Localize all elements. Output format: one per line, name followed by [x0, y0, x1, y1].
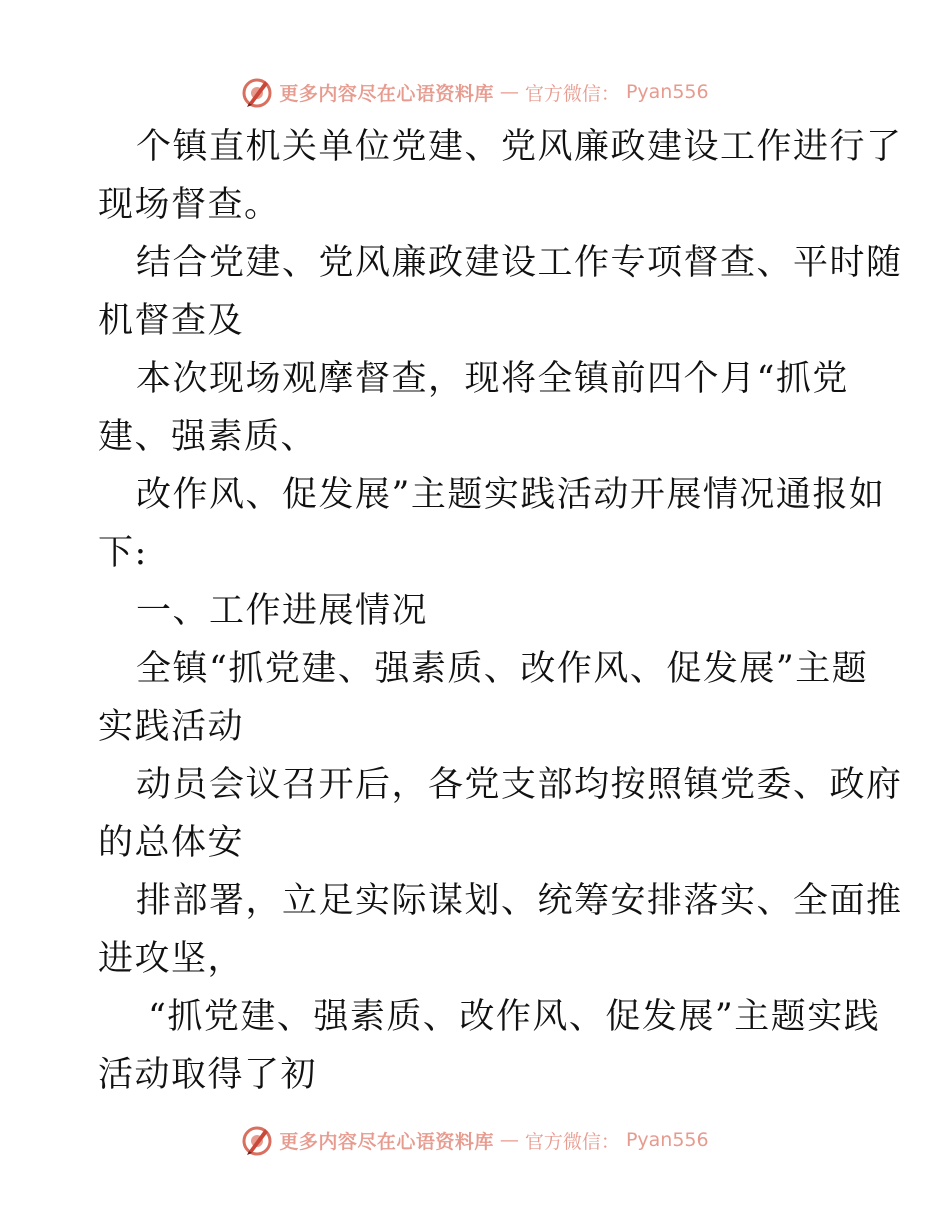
footer-watermark	[0, 1120, 950, 1160]
body-line: 个镇直机关单位党建、党风廉政建设工作进行了	[136, 127, 903, 167]
watermark-dash: —	[499, 81, 519, 103]
body-line: 建、强素质、	[98, 417, 318, 457]
pen-logo-icon	[241, 76, 273, 108]
body-line: 的总体安	[98, 823, 245, 863]
watermark-site-text: 更多内容尽在心语资料库	[279, 1130, 494, 1153]
body-line: 机督查及	[98, 301, 245, 341]
body-line: 进攻坚，	[98, 939, 245, 979]
watermark-wechat-id: Pyan556	[625, 81, 709, 103]
body-line: 改作风、促发展”主题实践活动开展情况通报如	[136, 475, 886, 515]
body-line: 本次现场观摩督查，现将全镇前四个月“抓党	[136, 359, 849, 399]
section-heading: 一、工作进展情况	[136, 591, 429, 631]
document-body	[98, 118, 903, 1104]
body-line: 动员会议召开后，各党支部均按照镇党委、政府	[136, 765, 903, 805]
body-line: 实践活动	[98, 707, 245, 747]
watermark-site-text: 更多内容尽在心语资料库	[279, 82, 494, 105]
body-line: 全镇“抓党建、强素质、改作风、促发展”主题	[136, 649, 869, 689]
body-line: 下:	[98, 533, 148, 573]
body-line: 活动取得了初	[98, 1055, 318, 1095]
body-line: 现场督查。	[98, 185, 281, 225]
header-watermark	[0, 72, 950, 112]
pen-logo-icon	[241, 1124, 273, 1156]
watermark-wechat-id: Pyan556	[625, 1129, 709, 1151]
watermark-wechat-label: 官方微信：	[524, 1130, 620, 1153]
body-line: “抓党建、强素质、改作风、促发展”主题实践	[148, 997, 881, 1037]
watermark-wechat-label: 官方微信：	[524, 82, 620, 105]
body-line: 排部署，立足实际谋划、统筹安排落实、全面推	[136, 881, 903, 921]
body-line: 结合党建、党风廉政建设工作专项督查、平时随	[136, 243, 903, 283]
watermark-dash: —	[499, 1129, 519, 1151]
